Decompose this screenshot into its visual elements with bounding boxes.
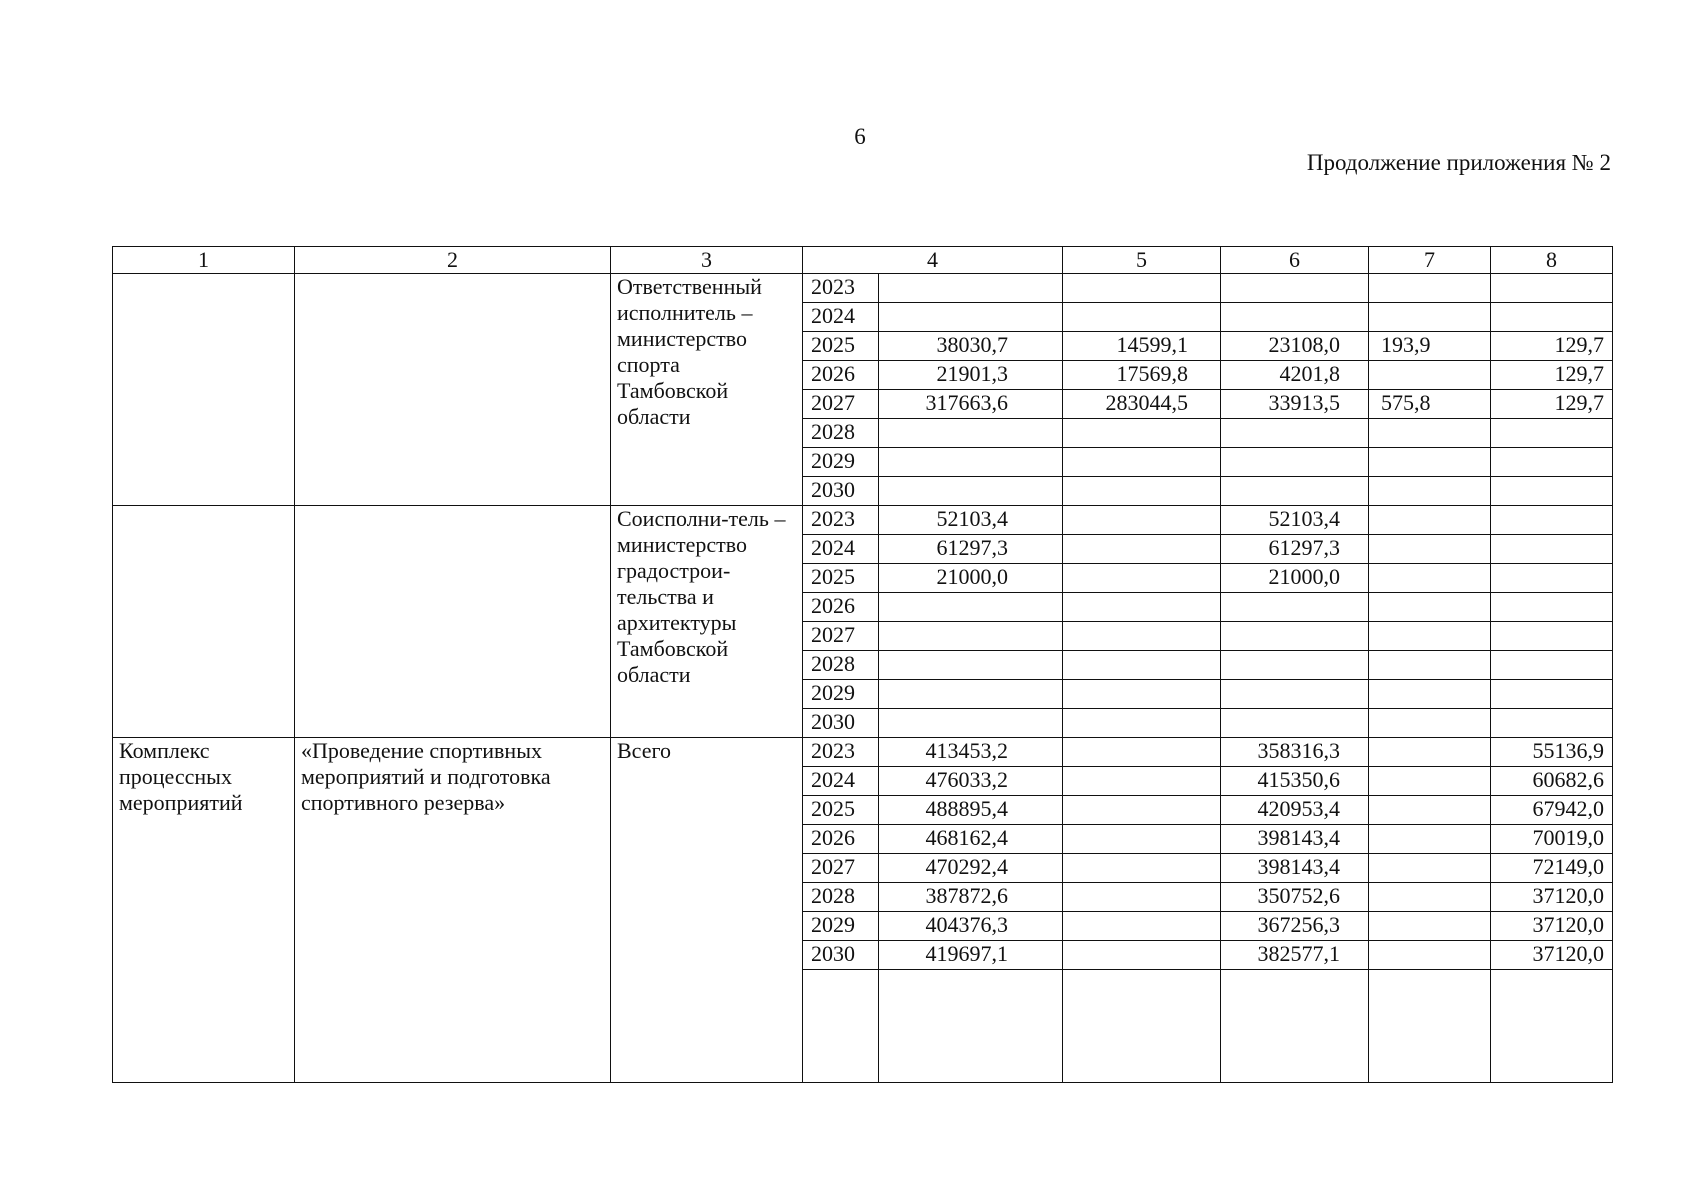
amount-col-4	[879, 477, 1063, 506]
amount-col-6: 21000,0	[1221, 564, 1369, 593]
group-name-cell	[295, 506, 611, 738]
amount-col-5: 14599,1	[1063, 332, 1221, 361]
amount-col-8	[1491, 564, 1613, 593]
year-cell: 2024	[803, 767, 879, 796]
header-col-5: 5	[1063, 247, 1221, 274]
year-cell: 2026	[803, 361, 879, 390]
amount-col-8: 60682,6	[1491, 767, 1613, 796]
year-cell: 2028	[803, 651, 879, 680]
amount-col-4: 488895,4	[879, 796, 1063, 825]
amount-col-4	[879, 709, 1063, 738]
blank-cell	[1221, 970, 1369, 1083]
amount-col-5	[1063, 709, 1221, 738]
blank-cell	[1369, 970, 1491, 1083]
blank-cell	[1063, 970, 1221, 1083]
amount-col-4: 21901,3	[879, 361, 1063, 390]
amount-col-7	[1369, 361, 1491, 390]
header-col-7: 7	[1369, 247, 1491, 274]
amount-col-6	[1221, 680, 1369, 709]
header-col-8: 8	[1491, 247, 1613, 274]
amount-col-7	[1369, 419, 1491, 448]
amount-col-4	[879, 419, 1063, 448]
amount-col-8	[1491, 419, 1613, 448]
amount-col-4: 52103,4	[879, 506, 1063, 535]
amount-col-8	[1491, 622, 1613, 651]
year-cell: 2024	[803, 303, 879, 332]
year-cell: 2023	[803, 738, 879, 767]
amount-col-7	[1369, 477, 1491, 506]
amount-col-5	[1063, 883, 1221, 912]
amount-col-5	[1063, 419, 1221, 448]
amount-col-8	[1491, 477, 1613, 506]
amount-col-4	[879, 651, 1063, 680]
amount-col-7	[1369, 912, 1491, 941]
amount-col-7	[1369, 825, 1491, 854]
amount-col-4: 387872,6	[879, 883, 1063, 912]
amount-col-8	[1491, 535, 1613, 564]
amount-col-8	[1491, 506, 1613, 535]
year-cell: 2023	[803, 506, 879, 535]
amount-col-5	[1063, 274, 1221, 303]
group-name-cell: «Проведение спортивных мероприятий и подготовка спортивного резерва»	[295, 738, 611, 1083]
amount-col-5	[1063, 622, 1221, 651]
year-cell: 2030	[803, 709, 879, 738]
year-cell: 2030	[803, 477, 879, 506]
amount-col-5	[1063, 593, 1221, 622]
year-cell: 2028	[803, 419, 879, 448]
amount-col-8	[1491, 709, 1613, 738]
amount-col-4: 413453,2	[879, 738, 1063, 767]
group-type-cell	[113, 274, 295, 506]
blank-cell	[1491, 970, 1613, 1083]
amount-col-5	[1063, 448, 1221, 477]
amount-col-5	[1063, 303, 1221, 332]
amount-col-6: 420953,4	[1221, 796, 1369, 825]
amount-col-7: 193,9	[1369, 332, 1491, 361]
amount-col-8: 72149,0	[1491, 854, 1613, 883]
amount-col-8: 129,7	[1491, 361, 1613, 390]
year-cell: 2029	[803, 680, 879, 709]
amount-col-6	[1221, 419, 1369, 448]
amount-col-6	[1221, 622, 1369, 651]
year-cell: 2026	[803, 593, 879, 622]
blank-cell	[803, 970, 879, 1083]
year-cell: 2027	[803, 390, 879, 419]
amount-col-8	[1491, 651, 1613, 680]
year-cell: 2025	[803, 564, 879, 593]
amount-col-6	[1221, 448, 1369, 477]
amount-col-7	[1369, 448, 1491, 477]
amount-col-7	[1369, 622, 1491, 651]
amount-col-7	[1369, 767, 1491, 796]
table-row	[113, 738, 1613, 767]
amount-col-7: 575,8	[1369, 390, 1491, 419]
amount-col-8: 37120,0	[1491, 883, 1613, 912]
amount-col-6: 398143,4	[1221, 825, 1369, 854]
amount-col-8	[1491, 593, 1613, 622]
amount-col-6: 382577,1	[1221, 941, 1369, 970]
amount-col-6	[1221, 651, 1369, 680]
amount-col-6: 367256,3	[1221, 912, 1369, 941]
amount-col-4: 38030,7	[879, 332, 1063, 361]
header-col-2: 2	[295, 247, 611, 274]
header-col-3: 3	[611, 247, 803, 274]
amount-col-6: 61297,3	[1221, 535, 1369, 564]
budget-table	[112, 246, 1613, 1083]
blank-cell	[879, 970, 1063, 1083]
year-cell: 2027	[803, 622, 879, 651]
amount-col-8: 70019,0	[1491, 825, 1613, 854]
amount-col-7	[1369, 738, 1491, 767]
amount-col-7	[1369, 535, 1491, 564]
amount-col-6	[1221, 274, 1369, 303]
amount-col-5	[1063, 477, 1221, 506]
amount-col-8: 55136,9	[1491, 738, 1613, 767]
group-type-cell: Комплекс процессных мероприятий	[113, 738, 295, 1083]
amount-col-4	[879, 303, 1063, 332]
amount-col-4	[879, 622, 1063, 651]
amount-col-6: 350752,6	[1221, 883, 1369, 912]
amount-col-5	[1063, 796, 1221, 825]
table-row	[113, 274, 1613, 303]
amount-col-5	[1063, 680, 1221, 709]
amount-col-5	[1063, 738, 1221, 767]
amount-col-8: 37120,0	[1491, 941, 1613, 970]
header-col-6: 6	[1221, 247, 1369, 274]
group-executor-cell: Ответственный исполнитель – министерство спорта Тамбовской области	[611, 274, 803, 506]
year-cell: 2027	[803, 854, 879, 883]
amount-col-4: 61297,3	[879, 535, 1063, 564]
amount-col-6: 52103,4	[1221, 506, 1369, 535]
amount-col-7	[1369, 564, 1491, 593]
amount-col-7	[1369, 651, 1491, 680]
year-cell: 2028	[803, 883, 879, 912]
amount-col-5	[1063, 564, 1221, 593]
amount-col-7	[1369, 854, 1491, 883]
year-cell: 2030	[803, 941, 879, 970]
amount-col-5	[1063, 941, 1221, 970]
amount-col-6: 358316,3	[1221, 738, 1369, 767]
amount-col-5	[1063, 825, 1221, 854]
amount-col-6	[1221, 303, 1369, 332]
amount-col-6: 415350,6	[1221, 767, 1369, 796]
amount-col-4: 419697,1	[879, 941, 1063, 970]
group-executor-cell: Всего	[611, 738, 803, 1083]
amount-col-5	[1063, 912, 1221, 941]
year-cell: 2029	[803, 448, 879, 477]
amount-col-4	[879, 274, 1063, 303]
amount-col-8	[1491, 274, 1613, 303]
year-cell: 2025	[803, 796, 879, 825]
amount-col-7	[1369, 303, 1491, 332]
amount-col-8	[1491, 680, 1613, 709]
amount-col-7	[1369, 883, 1491, 912]
amount-col-4: 21000,0	[879, 564, 1063, 593]
header-col-1: 1	[113, 247, 295, 274]
amount-col-7	[1369, 680, 1491, 709]
amount-col-4: 470292,4	[879, 854, 1063, 883]
year-cell: 2026	[803, 825, 879, 854]
amount-col-7	[1369, 709, 1491, 738]
table-body	[113, 274, 1613, 1083]
group-executor-cell: Соисполни-тель – министерство градострои-тельства и архитектуры Тамбовской области	[611, 506, 803, 738]
amount-col-5: 17569,8	[1063, 361, 1221, 390]
amount-col-6: 33913,5	[1221, 390, 1369, 419]
amount-col-4: 476033,2	[879, 767, 1063, 796]
page-number: 6	[854, 124, 866, 149]
year-cell: 2024	[803, 535, 879, 564]
amount-col-5	[1063, 535, 1221, 564]
amount-col-6	[1221, 593, 1369, 622]
amount-col-7	[1369, 941, 1491, 970]
amount-col-8	[1491, 303, 1613, 332]
amount-col-7	[1369, 506, 1491, 535]
amount-col-8: 129,7	[1491, 332, 1613, 361]
amount-col-8: 37120,0	[1491, 912, 1613, 941]
year-cell: 2025	[803, 332, 879, 361]
amount-col-4	[879, 448, 1063, 477]
amount-col-6: 4201,8	[1221, 361, 1369, 390]
amount-col-8: 129,7	[1491, 390, 1613, 419]
table-row	[113, 506, 1613, 535]
group-name-cell	[295, 274, 611, 506]
amount-col-4: 317663,6	[879, 390, 1063, 419]
amount-col-6	[1221, 709, 1369, 738]
amount-col-5: 283044,5	[1063, 390, 1221, 419]
amount-col-8	[1491, 448, 1613, 477]
amount-col-5	[1063, 767, 1221, 796]
appendix-note: Продолжение приложения № 2	[1306, 150, 1611, 175]
amount-col-7	[1369, 593, 1491, 622]
amount-col-4	[879, 680, 1063, 709]
header-col-4: 4	[803, 247, 1063, 274]
amount-col-8: 67942,0	[1491, 796, 1613, 825]
amount-col-6	[1221, 477, 1369, 506]
header-row	[113, 247, 1613, 274]
year-cell: 2023	[803, 274, 879, 303]
amount-col-6: 398143,4	[1221, 854, 1369, 883]
amount-col-5	[1063, 651, 1221, 680]
amount-col-6: 23108,0	[1221, 332, 1369, 361]
amount-col-4	[879, 593, 1063, 622]
amount-col-4: 468162,4	[879, 825, 1063, 854]
amount-col-5	[1063, 854, 1221, 883]
amount-col-7	[1369, 274, 1491, 303]
year-cell: 2029	[803, 912, 879, 941]
amount-col-7	[1369, 796, 1491, 825]
amount-col-4: 404376,3	[879, 912, 1063, 941]
group-type-cell	[113, 506, 295, 738]
amount-col-5	[1063, 506, 1221, 535]
